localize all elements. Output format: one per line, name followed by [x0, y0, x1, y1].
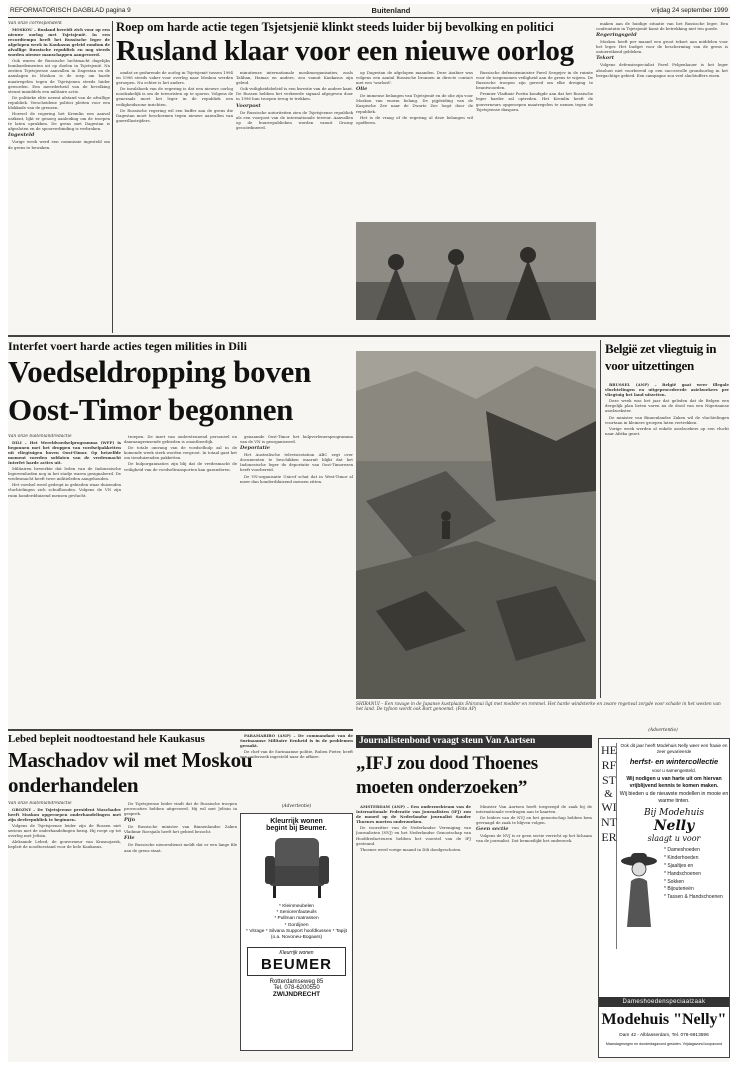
- subhead-olie: Olie: [356, 86, 368, 93]
- top-kicker: Roep om harde actie tegen Tsjetsjenië klinkt steeds luider bij bevolking en politici: [116, 20, 554, 34]
- byline: Van onze correspondent: [8, 21, 62, 26]
- subhead-pijn: Pijn: [124, 817, 136, 824]
- timor-byline: Van onze buitenlandredactie: [8, 434, 72, 439]
- thoenes-col-1: AMSTERDAM (ANP) – Een onderzoekteam van de Internationale Federatie van Journalisten (IFJ) zou de moord op de Nederlandse journalist Sander Thoenes moeten onderzoeken. De voorzitter van de Nederlandse Vereniging van Journalisten (NVJ) en het Nederlandse Genootschap van Hoofdredacteuren hebben het voorstel van de IFJ gesteund. Thoenes werd vorige maand in Dili doodgeschoten.: [356, 804, 471, 852]
- issue-date: vrijdag 24 september 1999: [651, 7, 728, 14]
- top-headline: Rusland klaar voor een nieuwe oorlog: [116, 35, 574, 67]
- subhead-ingesteld: Ingesteld: [8, 132, 35, 139]
- timor-col-1: Van onze buitenlandredactie DILI – Het Wereldvoedselprogramma (WFP) is begonnen met het droppen van voedselpakketten uit vliegtuigen boven Oost-Timor. Op hetzelfde moment voerden soldaten van de vredesmacht Interfet harde acties uit. Militairen bewerkte dat leden van de Indonesische legereenheden nog in het stadje waren gesignaleerd. De vredesmacht heeft twee militieleden aangehouden. Het voedsel werd gedropt in gebieden waar duizenden vluchtelingen zich schuilhouden. Volgens de VN zijn ruim honderdduizend mensen gevlucht.: [8, 434, 121, 498]
- kaukasus-col-2: De Tsjetsjeense leider vindt dat de Russische troepen provocaties hebben uitgevoerd. Hij wil met Jeltsin in gesprek. Pijn De Russische minister van Binnenlandse Zaken Vladimir Roesjailo heeft het gebied bezocht. File De Russische nieuwsdienst meldt dat er een lange file aan de grens staat.: [124, 801, 237, 853]
- subhead-sectie: Geen sectie: [476, 826, 509, 833]
- typhoon-photo: [356, 351, 596, 699]
- ad-beumer-address: Rotterdamseweg 85: [269, 979, 324, 986]
- ad-nelly-list: [661, 847, 723, 927]
- section-title: Buitenland: [371, 6, 411, 15]
- ad-nelly-script-2: Nelly: [653, 818, 695, 835]
- top-story-col-6: maken aan de huidige situatie van het Russische leger. Een confrontatie in Tsjetsjenië komt de betrekking niet ten goede. Regeringsgeld Moskou heeft per maand een groot tekort aan middelen voor het leger. Het budget voor de bescherming van de grens is ontoereikend gebleken. Tekort Volgens defensiespecialist Pavel Felgenhauer is het leger absoluut niet voorbereid op een succesvolle grondoorlog in het bergachtige gebied. Een campagne zou veel slachtoffers eisen.: [596, 21, 728, 78]
- ad-beumer-tag: (Advertentie): [281, 804, 312, 809]
- page-header: [8, 4, 730, 18]
- ad-nelly-hours: Maandagmorgen en donderdagavond gesloten. Vrijdagavond koopavond: [605, 1042, 723, 1046]
- ad-beumer-slogan-2: begint bij Beumer.: [266, 825, 327, 832]
- ad-nelly-script-3: slaagt u voor: [647, 834, 701, 844]
- subhead-file: File: [124, 835, 135, 842]
- ad-list-item: * Bijouterieën: [664, 886, 694, 893]
- ad-nelly-body: [619, 743, 729, 983]
- woman-with-hat-icon: [619, 847, 661, 927]
- ad-nelly-intro-4: Wij bieden u de nieuwste modellen in mooie en warme tinten.: [619, 791, 729, 804]
- belgie-headline: België zet vliegtuig in voor uitzettingen: [605, 341, 717, 373]
- ad-beumer-logo-block: [247, 947, 346, 976]
- belgie-col: BRUSSEL (ANP) – België gaat weer illegale vluchtelingen en uitgeprocedeerde asielzoekers per vliegtuig het land uitzetten. Deze week was het jaar dat geleden dat de Belgen een dergelijk plan lieten varen na de dood van een Nigeriaanse asielzoekster. De minister van Binnenlandse Zaken wil de vluchtelingen voortaan in kleinere groepen laten vertrekken. Vorige week werden al enkele asielzoekers op een vlucht naar Afrika gezet.: [605, 382, 729, 436]
- ad-item: * Seniorenfauteuils: [276, 910, 317, 916]
- column-rule: [112, 21, 113, 333]
- timor-col-3: genaamde Oost-Timor het hulpverlenersprogramma van de VN is georganiseerd. Deportatie Het Australische televisiestation ABC zegt over documenten te beschikken waaruit blijkt dat het Indonesische leger de deportatie van Oost-Timorezen heeft voorbereid. De VN-organisatie Unicef schat dat in West-Timor al meer dan honderdduizend mensen zitten.: [240, 434, 353, 484]
- paramaribo-brief: PARAMARIBO (ANP) – De commandant van de Surinaamse Militaire Eenheid is in de problemen geraakt. De chef van de Surinaamse politie, Ruben Pieter, heeft een onderzoek ingesteld naar de affaire.: [240, 733, 353, 760]
- newspaper-page: [8, 4, 730, 1062]
- ad-list-item: * Sjaaltjes en: [664, 862, 694, 869]
- top-story-photo: [356, 222, 596, 320]
- section-divider-2: [8, 729, 353, 731]
- kaukasus-kicker: Lebed bepleit noodtoestand hele Kaukasus: [8, 733, 205, 745]
- ad-nelly-intro-3: Wij nodigen u van harte uit om hiervan vrijblijvend kennis te komen maken.: [626, 776, 722, 789]
- subhead-deportatie: Deportatie: [240, 445, 270, 452]
- thoenes-kicker: Journalistenbond vraagt steun Van Aartsen: [356, 735, 592, 748]
- ad-item: (o.a. Novoneu-Bogaars): [270, 935, 323, 941]
- paramaribo-lede: PARAMARIBO (ANP) – De commandant van de Surinaamse Militaire Eenheid is in de problemen geraakt.: [240, 733, 353, 749]
- ad-list-item: * Handschoenen: [664, 870, 701, 877]
- ad-nelly-tag: (Advertentie): [648, 728, 678, 733]
- ad-item: * Kleinmeubelen: [279, 904, 314, 909]
- section-divider: [8, 335, 730, 337]
- soldiers-photo-illustration: [356, 222, 596, 320]
- ad-list-item: * Kinderhoeden: [664, 855, 699, 862]
- photo-credit: (Foto AP): [455, 707, 477, 713]
- ad-nelly: [598, 738, 730, 1058]
- ad-nelly-intro: Ook dit jaar heeft Modehuis Nelly weer een fraaie en zeer gevarieerde: [620, 743, 728, 754]
- ad-nelly-band: Dameshoedenspeciaalzaak: [599, 997, 729, 1007]
- ad-list-item: * Tassen & Handschoenen: [664, 894, 723, 901]
- vertical-ampersand: &: [604, 788, 613, 800]
- kaukasus-col-1: Van onze buitenlandredactie GROZNY – De Tsjetsjeense president Maschadov heeft Moskou opgeroepen onderhandelingen met zijn deelrepubliek te beginnen. Volgens de Tsjetsjeense leider zijn de Russen niet serieus met de onderhandelingen bezig. Hij roept op tot overleg met Jeltsin. Aleksandr Lebed, de gouverneur van Krasnojarsk, bepleit de noodtoestand voor de hele Kaukasus.: [8, 801, 121, 850]
- top-story-col-4: op Dagestan de afgelopen maanden. Deze Arabier was volgens een aantal Russische bronnen in directe contact met een 'warlord'. Olie De immense belangen van Tsjetsjenië en de olie zijn voor Moskou van enorm belang. De pijpleiding van de Kaspische Zee naar de Zwarte Zee loopt door de republiek. Het is de vraag of de regering al deze belangen wil opofferen.: [356, 70, 473, 125]
- ad-beumer-phone: Tel. 078-6200550: [273, 985, 320, 992]
- ad-beumer-items: [241, 904, 352, 941]
- thoenes-lede: AMSTERDAM (ANP) – Een onderzoekteam van de Internationale Federatie van Journalisten (IFJ) zou de moord op de Nederlandse journalist Sander Thoenes moeten onderzoeken.: [356, 804, 471, 825]
- thoenes-headline: „IFJ zou dood Thoenes moeten onderzoeken”: [356, 753, 538, 798]
- ad-item: * Vitrage * Silvana Support hoofdkussen * Tapijt: [246, 928, 347, 934]
- kaukasus-headline: Maschadov wil met Moskou onderhandelen: [8, 748, 253, 797]
- ad-list-item: * Sokken: [664, 878, 685, 885]
- armchair-icon: [241, 834, 354, 904]
- ad-beumer-slogan-1: Kleurrijk wonen: [270, 818, 323, 825]
- ad-beumer-name-top: Kleurrijk wonen: [279, 950, 314, 957]
- ad-item: * Gordijnen: [284, 922, 309, 928]
- vertical-herfst: HERFST: [601, 743, 617, 787]
- top-story-col-2: omdat ze gedurende de oorlog in Tsjetsjenië tussen 1994 en 1996 steeds vaker voor overleg naar Moskou werden geroepen. Nu echter is het anders. De invalshoek van de regering is dat een nieuwe oorlog noodzakelijk is om de terroristen op te sporen. Volgens de generaals moet het leger in de republiek een veiligheidszone inrichten. De Russische regering wil een buffer aan de grens die Dagestan moet beschermen tegen nieuwe aanvallen van guerrillastrijders.: [116, 70, 233, 123]
- ad-nelly-script-1: Bij Modehuis: [644, 808, 704, 819]
- lede: MOSKOU – Rusland bereidt zich voor op een nieuwe oorlog met Tsjetsjenië. In een recordtempo heeft het Russische leger de afgelopen week in Kaukasus geleid rondom de afvallige Russische republiek en nog steeds worden nieuwe manschappen aangevoerd.: [8, 26, 110, 58]
- subhead-tekort: Tekort: [596, 55, 615, 62]
- ad-nelly-address: Dam 42 - Alblasserdam, Tel. 078-6913596: [619, 1033, 709, 1038]
- ad-beumer-name: BEUMER: [260, 956, 332, 974]
- kaukasus-lede: GROZNY – De Tsjetsjeense president Maschadov heeft Moskou opgeroepen onderhandelingen met zijn deelrepubliek te beginnen.: [8, 806, 121, 822]
- ad-list-item: * Dameshoeden: [664, 847, 700, 854]
- timor-headline: Voedseldropping boven Oost-Timor begonnen: [8, 354, 311, 427]
- debris-photo-illustration: [356, 351, 596, 699]
- ad-beumer-town: ZWIJNDRECHT: [272, 991, 321, 999]
- subhead-voorpost: Voorpost: [236, 102, 261, 109]
- paper-name: REFORMATORISCH DAGBLAD pagina 9: [10, 7, 131, 14]
- subhead-regering: Regeringsgeld: [596, 32, 637, 39]
- caption-text: SHIRANUI – Een ravage in de Japanse kustplaats Shiranui ligt met modder en rommel. Het harde windsterke en zware regenval zorgde voor schade in het westen van het land. De tyfoon wordt ook Bart genoemd.: [356, 702, 721, 713]
- ad-nelly-vertical: [601, 743, 617, 949]
- ad-nelly-highlight: herfst- en wintercollectie: [629, 757, 719, 766]
- vertical-winter: WINTER: [601, 800, 617, 844]
- timor-col-2: troepen. De inzet van ondersteunend personeel en daaraangrensende gebieden is onontbeerlijk. De totale omvang van de voedselhulp zal in de komende week sterk worden vergroot. In totaal gaat het om tienduizenden pakketten. De hulporganisaties zijn blij dat de vredesmacht de veiligheid van de voedseltransporten kan garanderen.: [124, 434, 237, 472]
- kaukasus-byline: Van onze buitenlandredactie: [8, 801, 72, 806]
- timor-lede: DILI – Het Wereldvoedselprogramma (WFP) is begonnen met het droppen van voedselpakketten uit vliegtuigen boven Oost-Timor. Op hetzelfde moment voerden soldaten van de vredesmacht Interfet harde acties uit.: [8, 439, 121, 465]
- ad-beumer: [240, 813, 353, 1051]
- column-rule-belgie: [600, 340, 601, 698]
- ad-nelly-name: Modehuis "Nelly": [601, 1011, 727, 1028]
- thoenes-col-2: Minister Van Aartsen heeft toegezegd de zaak bij de internationale verdragen aan te kaarten. De leiders van de NVJ en het genootschap hebben hem gevraagd de zaak te blijven volgen. Geen sectie Volgens de NVJ is er geen sectie verricht op het lichaam van de journalist. Dat bemoeilijkt het onderzoek.: [476, 804, 592, 844]
- top-story-col-1: Van onze correspondent MOSKOU – Rusland bereidt zich voor op een nieuwe oorlog met Tsjetsjenië. In een recordtempo heeft het Russische leger de afgelopen week in Kaukasus geleid rondom de afvallige Russische republiek en nog steeds worden nieuwe manschappen aangevoerd. Ook waren de Russische luchtmacht dagelijks bombardementen uit op doelen in Tsjetsjenië. Na zestien Tsjetsjeense aanvallen in Dagestan en de aanslagen in Moskou is de roep om harde maatregelen tegen de Tsjetsjenen steeds luider geworden. Een meerderheid van de bevolking steunt inmiddels een militaire actie. De politieke elite neemt afstand van de afvallige republiek. Verscheidene politici pleiten voor een blokkade van de grenzen. Hoewel de regering het Kremlin een aanval ontkent, lijkt er genoeg aanleiding om de troepen te laten oprukken. De grens met Dagestan is afgesloten en de spoorverbinding is verbroken. Ingesteld Vorige week werd een commissie ingesteld om de grens te bewaken.: [8, 21, 110, 150]
- top-story-col-3: minutieuze internationale moslimorganisaties, zoals Taliban, Hamas en andere, zou vanuit Kaukasus zijn geleid. Ook veiligheidsbeleid is een kwestie van de andere kant. De Russen hebben het verkeerde signaal afgegeven door in 1996 hun troepen terug te trekken. Voorpost De Russische autoriteiten zien de Tsjetsjeense republiek als een voorpost van de internationale terreur. Aanvallen op de buurrepublieken worden vanuit Grozny gecoördineerd.: [236, 70, 353, 130]
- timor-kicker: Interfet voert harde acties tegen milities in Dili: [8, 339, 247, 353]
- belgie-lede: BRUSSEL (ANP) – België gaat weer illegale vluchtelingen en uitgeprocedeerde asielzoekers per vliegtuig het land uitzetten.: [605, 382, 729, 398]
- ad-nelly-intro-2: voor u samengesteld.: [652, 768, 696, 773]
- top-story-col-5: Russische defensieminister Pavel Sergejev in de ruimte voor de toegenomen veiligheid aan de grens te wijzen. De Russische troepen zijn gereed om elke dreiging te beantwoorden. Premier Vladimir Poetin kondigde aan dat het Russische leger harder zal optreden. Het Kremlin heeft de gouverneurs opgeroepen maatregelen te nemen tegen de Tsjetsjeense diaspora.: [476, 70, 593, 112]
- ad-item: * Pullman matrassen: [274, 916, 319, 922]
- ad-nelly-lower: [619, 847, 729, 927]
